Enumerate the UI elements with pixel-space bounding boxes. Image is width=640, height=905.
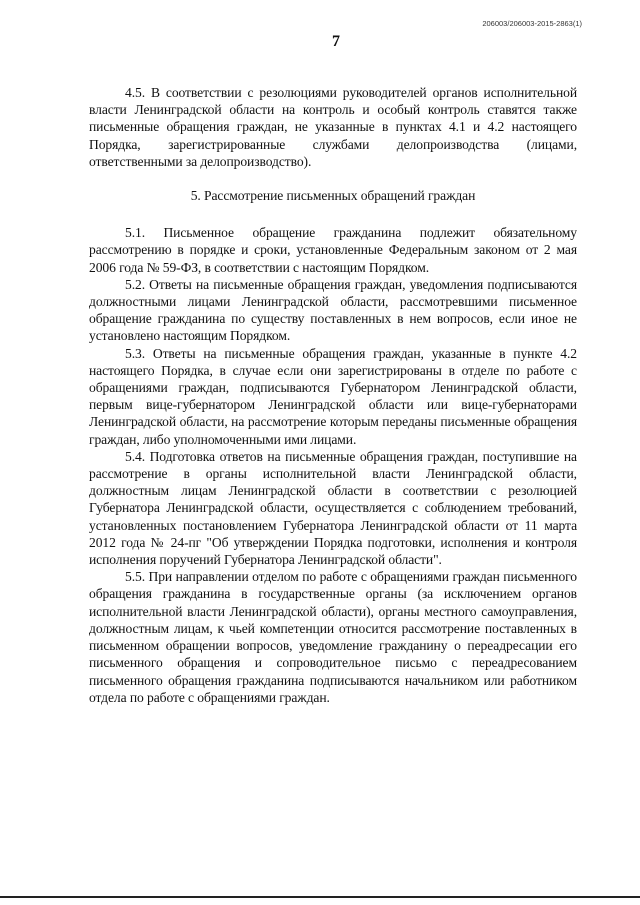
page-number: 7 [332,33,340,50]
document-id: 206003/206003-2015-2863(1) [482,19,582,28]
paragraph-5-1: 5.1. Письменное обращение гражданина подлежит обязательному рассмотрению в порядке и сроки, установленные Федеральным законом от 2 мая 2006 года № 59-ФЗ, в соответствии с настоящим Порядком. [89,225,577,275]
paragraph-5-4: 5.4. Подготовка ответов на письменные обращения граждан, поступившие на рассмотрение в органы исполнительной власти Ленинградской области, должностным лицам Ленинградской области в соответствии с резолюцией Губернатора Ленинградской области, осуществляется с соблюдением требований, установленных постановлением Губернатора Ленинградской области от 11 марта 2012 года № 24-пг "Об утверждении Порядка подготовки, исполнения и контроля исполнения поручений Губернатора Ленинградской области". [89,448,577,568]
paragraph-5-5: 5.5. При направлении отделом по работе с обращениями граждан письменного обращения гражданина в государственные органы (за исключением органов исполнительной власти Ленинградской области), органы местного самоуправления, должностным лицам, к чьей компетенции относится рассмотрение поставленных в письменном обращении вопросов, уведомление гражданину о переадресации его письменного обращения и сопроводительное письмо с переадресованием письменного обращения гражданина подписываются начальником или работником отдела по работе с обращениями граждан. [89,569,577,705]
paragraph-5-2: 5.2. Ответы на письменные обращения граждан, уведомления подписываются должностными лицами Ленинградской области, рассмотревшими письменное обращение гражданина по существу поставленных в нем вопросов, если иное не установлено настоящим Порядком. [89,276,577,344]
section-heading: 5. Рассмотрение письменных обращений граждан [190,188,476,204]
page-bottom-edge [0,896,640,898]
paragraph-5-3: 5.3. Ответы на письменные обращения граждан, указанные в пункте 4.2 настоящего Порядка, в случае если они зарегистрированы в отделе по работе с обращениями граждан, подписываются Губернатором Ленинградской области, первым вице-губернатором Ленинградской области или вице-губернаторами Ленинградской области, на рассмотрение которым переданы письменные обращения граждан, либо уполномоченными ими лицами. [89,345,577,447]
paragraph-4-5: 4.5. В соответствии с резолюциями руководителей органов исполнительной власти Ленинградской области на контроль и особый контроль ставятся также письменные обращения граждан, не указанные в пунктах 4.1 и 4.2 настоящего Порядка, зарегистрированные службами делопроизводства (лицами, ответственными за делопроизводство). [89,85,577,169]
document-body [89,84,577,706]
